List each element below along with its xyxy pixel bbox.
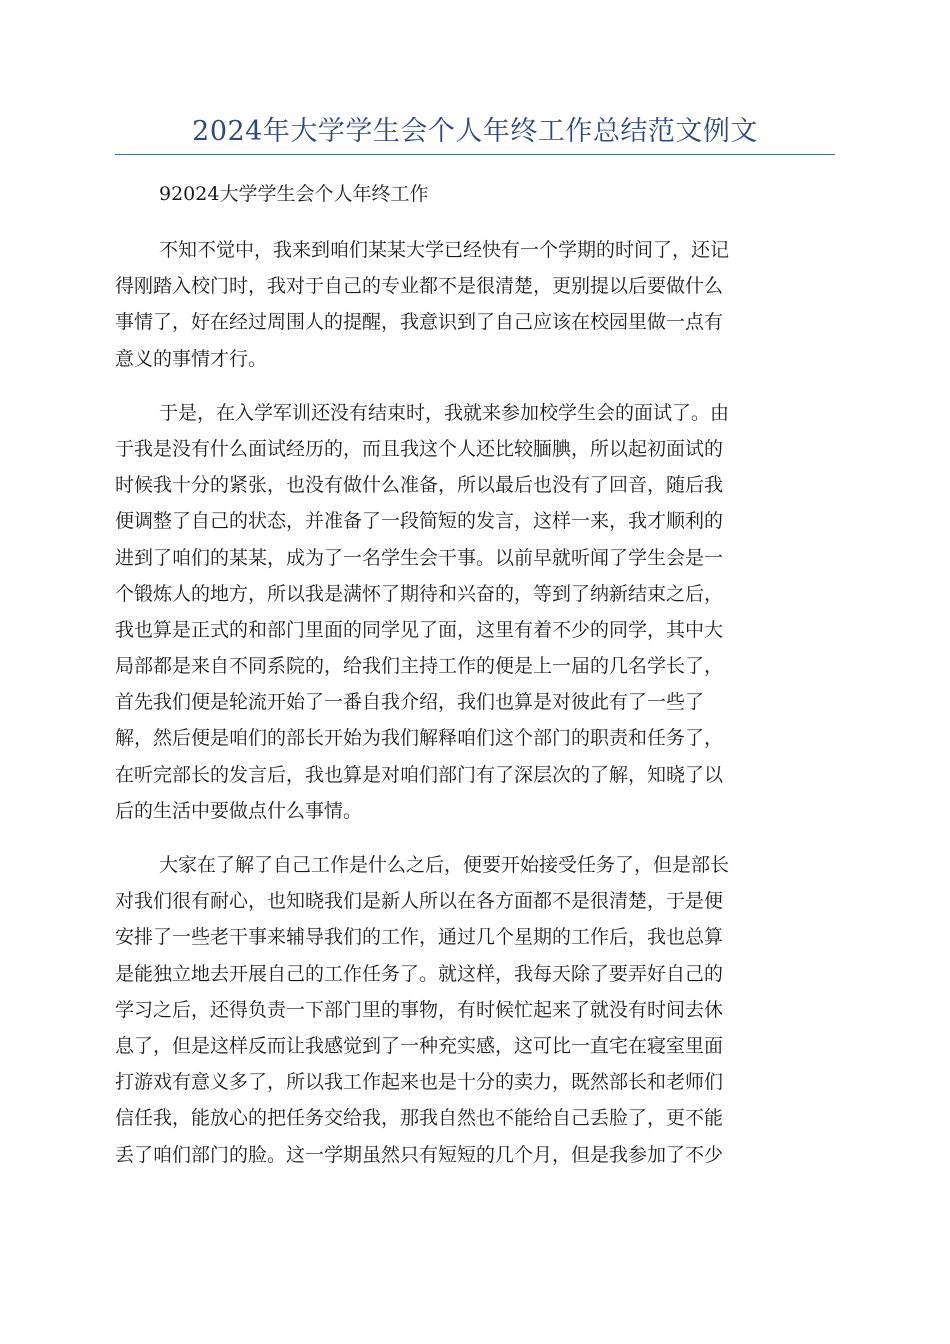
paragraph-line: 时候我十分的紧张，也没有做什么准备，所以最后也没有了回音，随后我: [115, 474, 724, 497]
paragraph-line: 于我是没有什么面试经历的，而且我这个人还比较腼腆，所以起初面试的: [115, 437, 724, 460]
paragraph-line: 是能独立地去开展自己的工作任务了。就这样，我每天除了要弄好自己的: [115, 962, 724, 985]
paragraph-line: 不知不觉中，我来到咱们某某大学已经快有一个学期的时间了，还记: [159, 239, 730, 261]
paragraph-line: 后的生活中要做点什么事情。: [115, 799, 363, 822]
paragraph-line: 信任我，能放心的把任务交给我，那我自然也不能给自己丢脸了，更不能: [115, 1107, 724, 1130]
paragraph-line: 于是，在入学军训还没有结束时，我就来参加校学生会的面试了。由: [159, 401, 730, 424]
paragraph-line: 对我们很有耐心，也知晓我们是新人所以在各方面都不是很清楚，于是便: [115, 890, 724, 913]
paragraph-line: 局部都是来自不同系院的，给我们主持工作的便是上一届的几名学长了，: [115, 655, 724, 678]
paragraph-line: 便调整了自己的状态，并准备了一段简短的发言，这样一来，我才顺利的: [115, 510, 724, 533]
paragraph: [115, 232, 835, 377]
paragraph-line: 安排了一些老干事来辅导我们的工作，通过几个星期的工作后，我也总算: [115, 926, 724, 949]
paragraph-line: 事情了，好在经过周围人的提醒，我意识到了自己应该在校园里做一点有: [115, 311, 724, 334]
paragraph-line: 意义的事情才行。: [115, 347, 268, 370]
document-title: 2024年大学学生会个人年终工作总结范文例文: [192, 116, 758, 147]
paragraph-line: 进到了咱们的某某，成为了一名学生会干事。以前早就听闻了学生会是一: [115, 546, 724, 569]
paragraph-line: 我也算是正式的和部门里面的同学见了面，这里有着不少的同学，其中大: [115, 618, 724, 641]
paragraph-line: 首先我们便是轮流开始了一番自我介绍，我们也算是对彼此有了一些了: [115, 691, 705, 714]
paragraph: [115, 847, 835, 1173]
document-subtitle: 92024大学学生会个人年终工作: [159, 183, 429, 205]
paragraph-line: 学习之后，还得负责一下部门里的事物，有时候忙起来了就没有时间去休: [115, 998, 724, 1021]
paragraph-line: 丢了咱们部门的脸。这一学期虽然只有短短的几个月，但是我参加了不少: [115, 1143, 724, 1166]
paragraph-line: 解，然后便是咱们的部长开始为我们解释咱们这个部门的职责和任务了，: [115, 727, 724, 750]
paragraph-line: 个锻炼人的地方，所以我是满怀了期待和兴奋的，等到了纳新结束之后，: [115, 582, 724, 605]
paragraph: [115, 395, 835, 829]
paragraph-line: 息了，但是这样反而让我感觉到了一种充实感，这可比一直宅在寝室里面: [115, 1034, 724, 1057]
document-body: [115, 176, 835, 1191]
title-underline: [115, 154, 835, 155]
paragraph-line: 打游戏有意义多了，所以我工作起来也是十分的卖力，既然部长和老师们: [115, 1071, 724, 1094]
paragraph-line: 大家在了解了自己工作是什么之后，便要开始接受任务了，但是部长: [159, 854, 730, 876]
paragraph-line: 得刚踏入校门时，我对于自己的专业都不是很清楚，更别提以后要做什么: [115, 275, 724, 298]
paragraph-line: 在听完部长的发言后，我也算是对咱们部门有了深层次的了解，知晓了以: [115, 763, 724, 786]
